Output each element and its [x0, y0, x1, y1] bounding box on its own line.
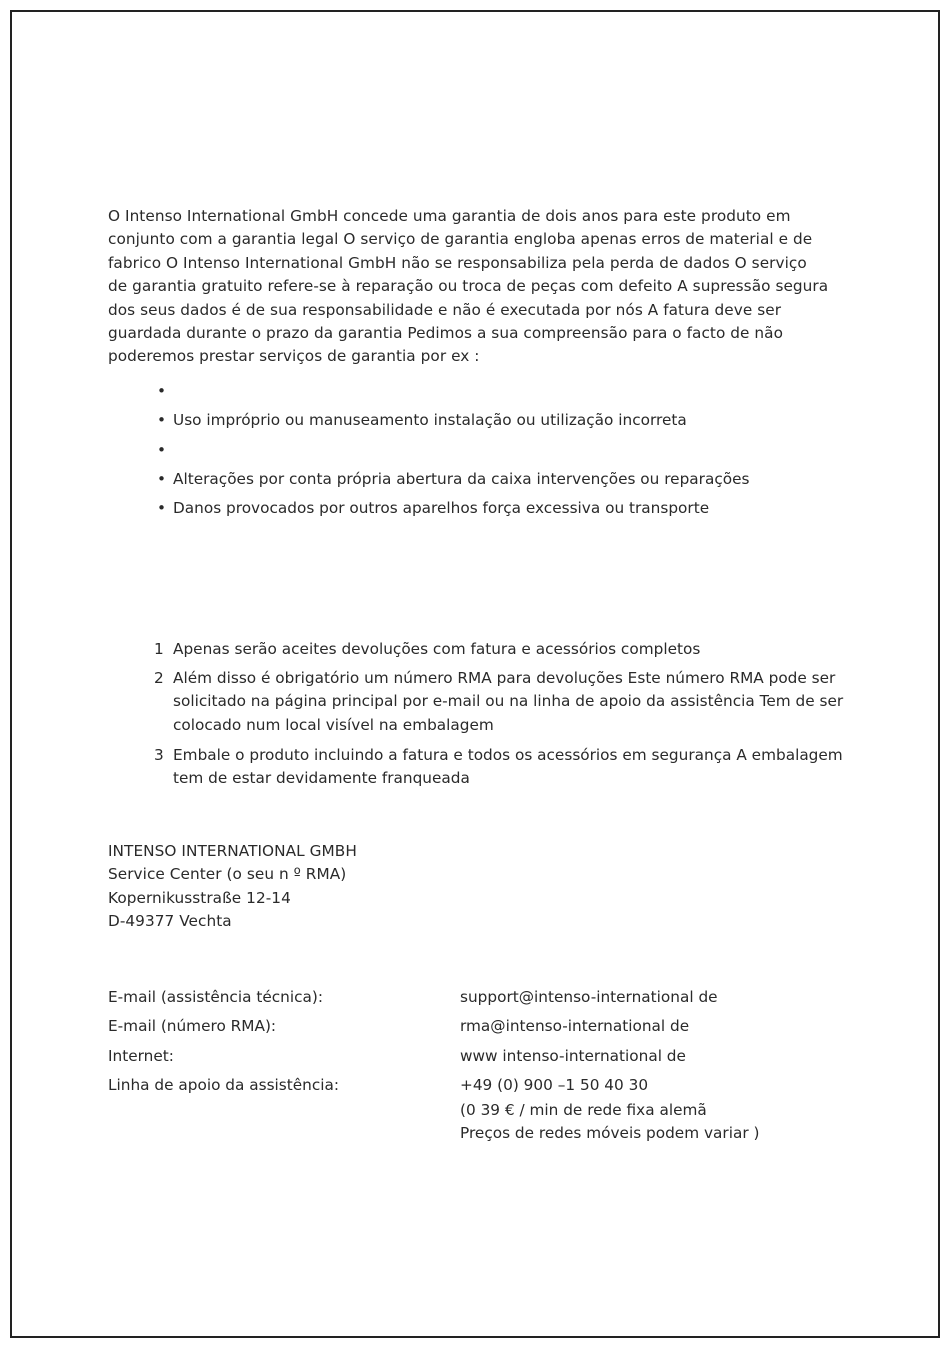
bullet-text: Alterações por conta própria abertura da caixa intervenções ou reparações	[173, 470, 750, 488]
address-line: D-49377 Vechta	[108, 912, 232, 931]
item-number: 2	[154, 669, 164, 687]
bullet-symbol: •	[157, 470, 167, 488]
support-email[interactable]: support@intenso-international de	[460, 988, 718, 1006]
bullet-symbol: •	[157, 411, 167, 429]
intro-line: de garantia gratuito refere-se à reparação ou troca de peças com defeito A supressão segura	[108, 277, 829, 296]
hotline-note-line: Preços de redes móveis podem variar )	[460, 1124, 760, 1143]
hotline-number: +49 (0) 900 –1 50 40 30	[460, 1076, 649, 1094]
address-line: Kopernikusstraße 12-14	[108, 888, 291, 907]
hotline-note-line: (0 39 € / min de rede fixa alemã	[460, 1101, 707, 1119]
intro-line: O Intenso International GmbH concede uma garantia de dois anos para este produto em	[108, 207, 791, 225]
item-number: 3	[154, 746, 164, 764]
numbered-item	[154, 638, 700, 661]
item-text: Embale o produto incluindo a fatura e todos os acessórios em segurança A embalagem	[173, 746, 843, 764]
contact-label: Linha de apoio da assistência:	[108, 1076, 340, 1094]
warranty-intro	[108, 205, 828, 369]
bullet-item	[157, 381, 173, 401]
numbered-item	[154, 667, 843, 737]
bullet-item	[157, 498, 709, 518]
bullet-text: Danos provocados por outros aparelhos força excessiva ou transporte	[173, 499, 710, 517]
intro-line: fabrico O Intenso International GmbH não se responsabiliza pela perda de dados O serviço	[108, 253, 807, 272]
bullet-symbol: •	[157, 382, 167, 400]
intro-line: guardada durante o prazo da garantia Pedimos a sua compreensão para o facto de não	[108, 324, 784, 343]
intro-line: dos seus dados é de sua responsabilidade e não é executada por nós A fatura deve ser	[108, 300, 782, 319]
contact-label: E-mail (assistência técnica):	[108, 988, 323, 1006]
bullet-text: Uso impróprio ou manuseamento instalação ou utilização incorreta	[173, 411, 687, 429]
bullet-symbol: •	[157, 441, 167, 459]
rma-email[interactable]: rma@intenso-international de	[460, 1017, 690, 1035]
item-text: tem de estar devidamente franqueada	[173, 769, 470, 788]
item-text: solicitado na página principal por e-mail ou na linha de apoio da assistência Tem de ser	[173, 692, 844, 711]
bullet-item	[157, 469, 750, 489]
bullet-item	[157, 410, 687, 430]
item-text: colocado num local visível na embalagem	[173, 715, 494, 734]
item-number: 1	[154, 640, 164, 658]
item-text: Apenas serão aceites devoluções com fatura e acessórios completos	[173, 640, 701, 658]
intro-line: poderemos prestar serviços de garantia por ex :	[108, 347, 480, 366]
website-link[interactable]: www intenso-international de	[460, 1047, 686, 1065]
address-line: INTENSO INTERNATIONAL GMBH	[108, 842, 357, 860]
service-address	[108, 840, 357, 934]
numbered-item	[154, 744, 843, 791]
contact-label: Internet:	[108, 1047, 174, 1065]
address-line: Service Center (o seu n º RMA)	[108, 865, 347, 884]
bullet-item	[157, 440, 173, 460]
hotline-note	[460, 1099, 759, 1146]
contact-label: E-mail (número RMA):	[108, 1017, 277, 1035]
item-text: Além disso é obrigatório um número RMA para devoluções Este número RMA pode ser	[173, 669, 836, 687]
intro-line: conjunto com a garantia legal O serviço de garantia engloba apenas erros de material e de	[108, 230, 813, 249]
bullet-symbol: •	[157, 499, 167, 517]
